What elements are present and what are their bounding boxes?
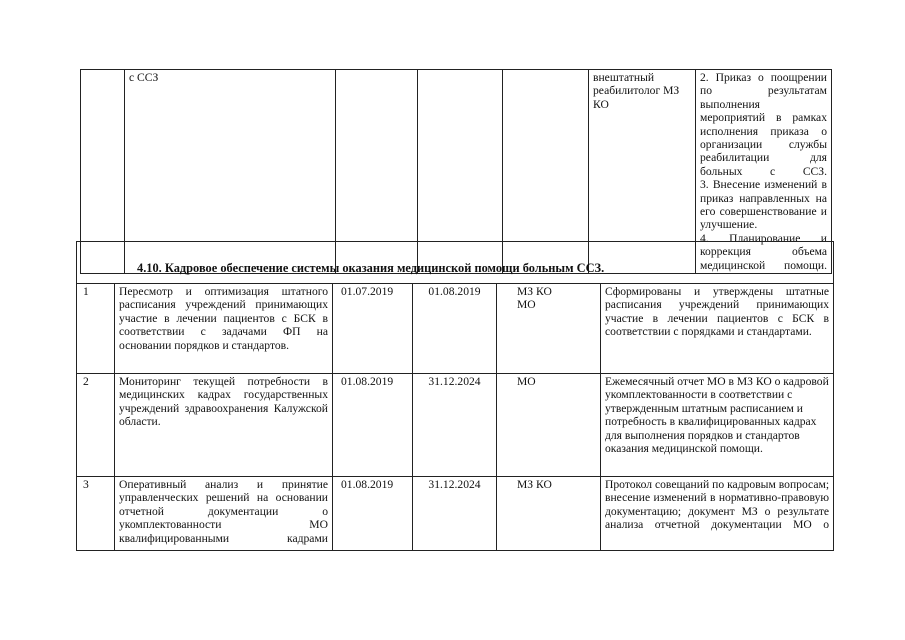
top-cell-responsible: внештатный реабилитолог МЗ КО bbox=[589, 70, 696, 274]
row-task: Пересмотр и оптимизация штатного расписания учреждений принимающих участие в лечении пациентов с БСК в соответствии с задачами ФП на основании порядков и стандартов. bbox=[115, 284, 333, 374]
row-responsible: МО bbox=[497, 374, 601, 477]
main-table bbox=[76, 241, 834, 551]
row-start-date: 01.08.2019 bbox=[333, 374, 413, 477]
row-start-date: 01.08.2019 bbox=[333, 477, 413, 551]
top-cell-task: с ССЗ bbox=[125, 70, 336, 274]
row-responsible: МЗ КО МО bbox=[497, 284, 601, 374]
row-responsible: МЗ КО bbox=[497, 477, 601, 551]
result-line: 2. Приказ о поощрении по результатам выполнения мероприятий в рамках исполнения приказа о организации службы реабилитации для больных с ССЗ. bbox=[700, 71, 827, 178]
table-row bbox=[77, 477, 834, 551]
table-row bbox=[77, 284, 834, 374]
row-result: Ежемесячный отчет МО в МЗ КО о кадровой укомплектованности в соответствии с утвержденным штатным расписанием и потребность в квалифицированных кадрах для выполнения порядков и стандартов оказания медицинской помощи. bbox=[601, 374, 834, 477]
result-line: 3. Внесение изменений в приказ направленных на его совершенствование и улучшение. bbox=[700, 178, 827, 232]
row-start-date: 01.07.2019 bbox=[333, 284, 413, 374]
row-result: Сформированы и утверждены штатные расписания учреждений принимающих участие в лечении пациентов с БСК в соответствии с порядками и стандартами. bbox=[601, 284, 834, 374]
row-number: 3 bbox=[77, 477, 115, 551]
row-number: 2 bbox=[77, 374, 115, 477]
table-row bbox=[77, 374, 834, 477]
row-end-date: 01.08.2019 bbox=[413, 284, 497, 374]
row-task: Мониторинг текущей потребности в медицинских кадрах государственных учреждений здравоохранения Калужской области. bbox=[115, 374, 333, 477]
row-number: 1 bbox=[77, 284, 115, 374]
result-line: 4. Планирование и коррекция объема медицинской помощи. bbox=[700, 231, 827, 272]
row-end-date: 31.12.2024 bbox=[413, 477, 497, 551]
section-title: 4.10. Кадровое обеспечение системы оказания медицинской помощи больным ССЗ. bbox=[77, 242, 834, 284]
row-task: Оперативный анализ и принятие управленческих решений на основании отчетной документации о укомплектованности МО квалифицированными кадрами bbox=[115, 477, 333, 551]
row-end-date: 31.12.2024 bbox=[413, 374, 497, 477]
row-result: Протокол совещаний по кадровым вопросам; внесение изменений в нормативно-правовую документацию; документ МЗ о результате анализа отчетной документации МО о bbox=[601, 477, 834, 551]
